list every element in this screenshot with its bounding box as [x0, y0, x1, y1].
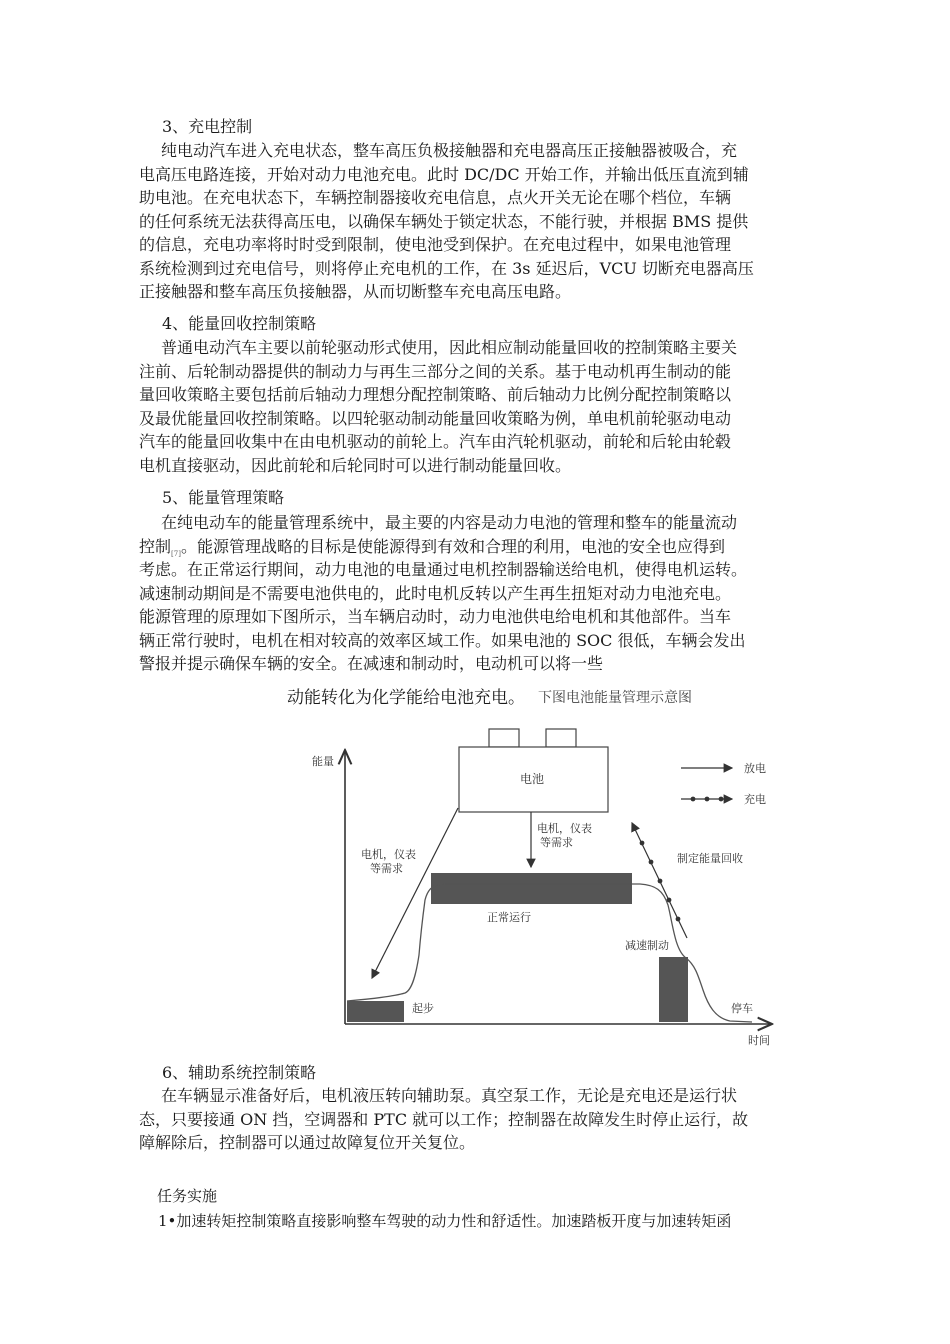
text-line: 减速制动期间是不需要电池供电的，此时电机反转以产生再生扭矩对动力电池充电。 — [139, 583, 732, 603]
text-line: 的任何系统无法获得高压电，以确保车辆处于锁定状态，不能行驶，并根据 BMS 提供 — [139, 211, 749, 231]
y-axis-label: 能量 — [312, 755, 334, 768]
text-line: 助电池。在充电状态下，车辆控制器接收充电信息，点火开关无论在哪个档位，车辆 — [139, 188, 732, 207]
regen-charge-dot — [649, 860, 654, 865]
text-line: 考虑。在正常运行期间，动力电池的电量通过电机控制器输送给电机，使得电机运转。 — [139, 560, 748, 579]
energy-curve — [347, 884, 752, 1022]
center-demand-label-2: 等需求 — [540, 836, 573, 849]
text-line: 汽车的能量回收集中在由电机驱动的前轮上。汽车由汽轮机驱动，前轮和后轮由轮毂 — [139, 432, 732, 451]
text-line: 量回收策略主要包括前后轴动力理想分配控制策略、前后轴动力比例分配控制策略以 — [139, 385, 732, 404]
text-line: 障解除后，控制器可以通过故障复位开关复位。 — [139, 1133, 476, 1152]
stop-label: 停车 — [731, 1002, 753, 1015]
regen-charge-dot — [640, 841, 645, 846]
legend-charge-dot — [691, 797, 696, 802]
legend-charge-dot — [719, 797, 724, 802]
battery-terminal — [489, 729, 519, 747]
text-fragment: 控制 — [139, 536, 172, 556]
text-line: 的信息，充电功率将时时受到限制，使电池受到保护。在充电过程中，如果电池管理 — [139, 235, 732, 254]
section-4-heading: 4、能量回收控制策略 — [162, 314, 317, 333]
regen-charge-dot — [658, 879, 663, 884]
text-line: 电机直接驱动，因此前轮和后轮同时可以进行制动能量回收。 — [139, 455, 572, 475]
text-line: 注前、后轮制动器提供的制动力与再生三部分之间的关系。基于电动机再生制动的能 — [139, 361, 732, 381]
text-line: 辆正常行驶时，电机在相对较高的效率区域工作。如果电池的 SOC 很低，车辆会发出 — [139, 630, 746, 650]
center-demand-label-1: 电机，仪表 — [537, 822, 592, 835]
x-axis-label: 时间 — [748, 1034, 770, 1047]
legend-discharge-label: 放电 — [744, 762, 766, 775]
section-3-heading: 3、充电控制 — [162, 117, 253, 136]
text-line: 能源管理的原理如下图所示，当车辆启动时，动力电池供电给电机和其他部件。当车 — [139, 607, 732, 626]
text-line: 纯电动汽车进入充电状态，整车高压负极接触器和充电器高压正接触器被吸合，充 — [161, 141, 738, 160]
left-demand-label-1: 电机，仪表 — [361, 848, 416, 861]
section-6-body — [139, 1084, 829, 1155]
normal-run-bar — [431, 873, 632, 904]
text-line: 正接触器和整车高压负接触器，从而切断整车充电高压电路。 — [139, 282, 572, 301]
figure-caption: 下图电池能量管理示意图 — [538, 690, 692, 706]
text-line: 在车辆显示准备好后，电机液压转向辅助泵。真空泵工作，无论是充电还是运行状 — [161, 1086, 738, 1105]
task-line: 1•加速转矩控制策略直接影响整车驾驶的动力性和舒适性。加速踏板开度与加速转矩函 — [158, 1212, 732, 1230]
text-line: 在纯电动车的能量管理系统中，最主要的内容是动力电池的管理和整车的能量流动 — [161, 513, 738, 532]
text-line: 电高压电路连接，开始对动力电池充电。此时 DC/DC 开始工作，并输出低压直流到辅 — [139, 164, 749, 184]
normal-run-label: 正常运行 — [487, 911, 531, 924]
text-line: 警报并提示确保车辆的安全。在减速和制动时，电动机可以将一些 — [139, 654, 604, 673]
text-line: 态，只要接通 ON 挡，空调器和 PTC 就可以工作；控制器在故障发生时停止运行，故 — [139, 1109, 749, 1129]
legend-charge-dot — [705, 797, 710, 802]
task-heading: 任务实施 — [157, 1187, 218, 1205]
battery-terminal — [546, 729, 576, 747]
regen-charge-dot — [676, 917, 681, 922]
figure-lead-text: 动能转化为化学能给电池充电。 — [287, 688, 525, 708]
text-line: 普通电动汽车主要以前轮驱动形式使用，因此相应制动能量回收的控制策略主要关 — [161, 338, 738, 357]
section-5-heading: 5、能量管理策略 — [162, 488, 285, 507]
decel-bar — [659, 957, 688, 1022]
citation-marker: [7] — [171, 549, 181, 558]
battery-label: 电池 — [520, 772, 545, 786]
text-fragment: 。能源管理战略的目标是使能源得到有效和合理的利用，电池的安全也应得到 — [180, 536, 725, 556]
start-label: 起步 — [412, 1002, 434, 1015]
left-demand-label-2: 等需求 — [370, 862, 403, 875]
start-bar — [347, 1001, 404, 1022]
text-line: 系统检测到过充电信号，则将停止充电机的工作，在 3s 延迟后，VCU 切断充电器高压 — [139, 258, 754, 278]
text-line: 及最优能量回收控制策略。以四轮驱动制动能量回收策略为例，单电机前轮驱动电动 — [139, 408, 732, 428]
legend-charge-label: 充电 — [744, 793, 766, 806]
decel-label: 减速制动 — [625, 939, 669, 952]
regen-label: 制定能量回收 — [677, 852, 743, 865]
section-6-heading: 6、辅助系统控制策略 — [162, 1063, 317, 1082]
